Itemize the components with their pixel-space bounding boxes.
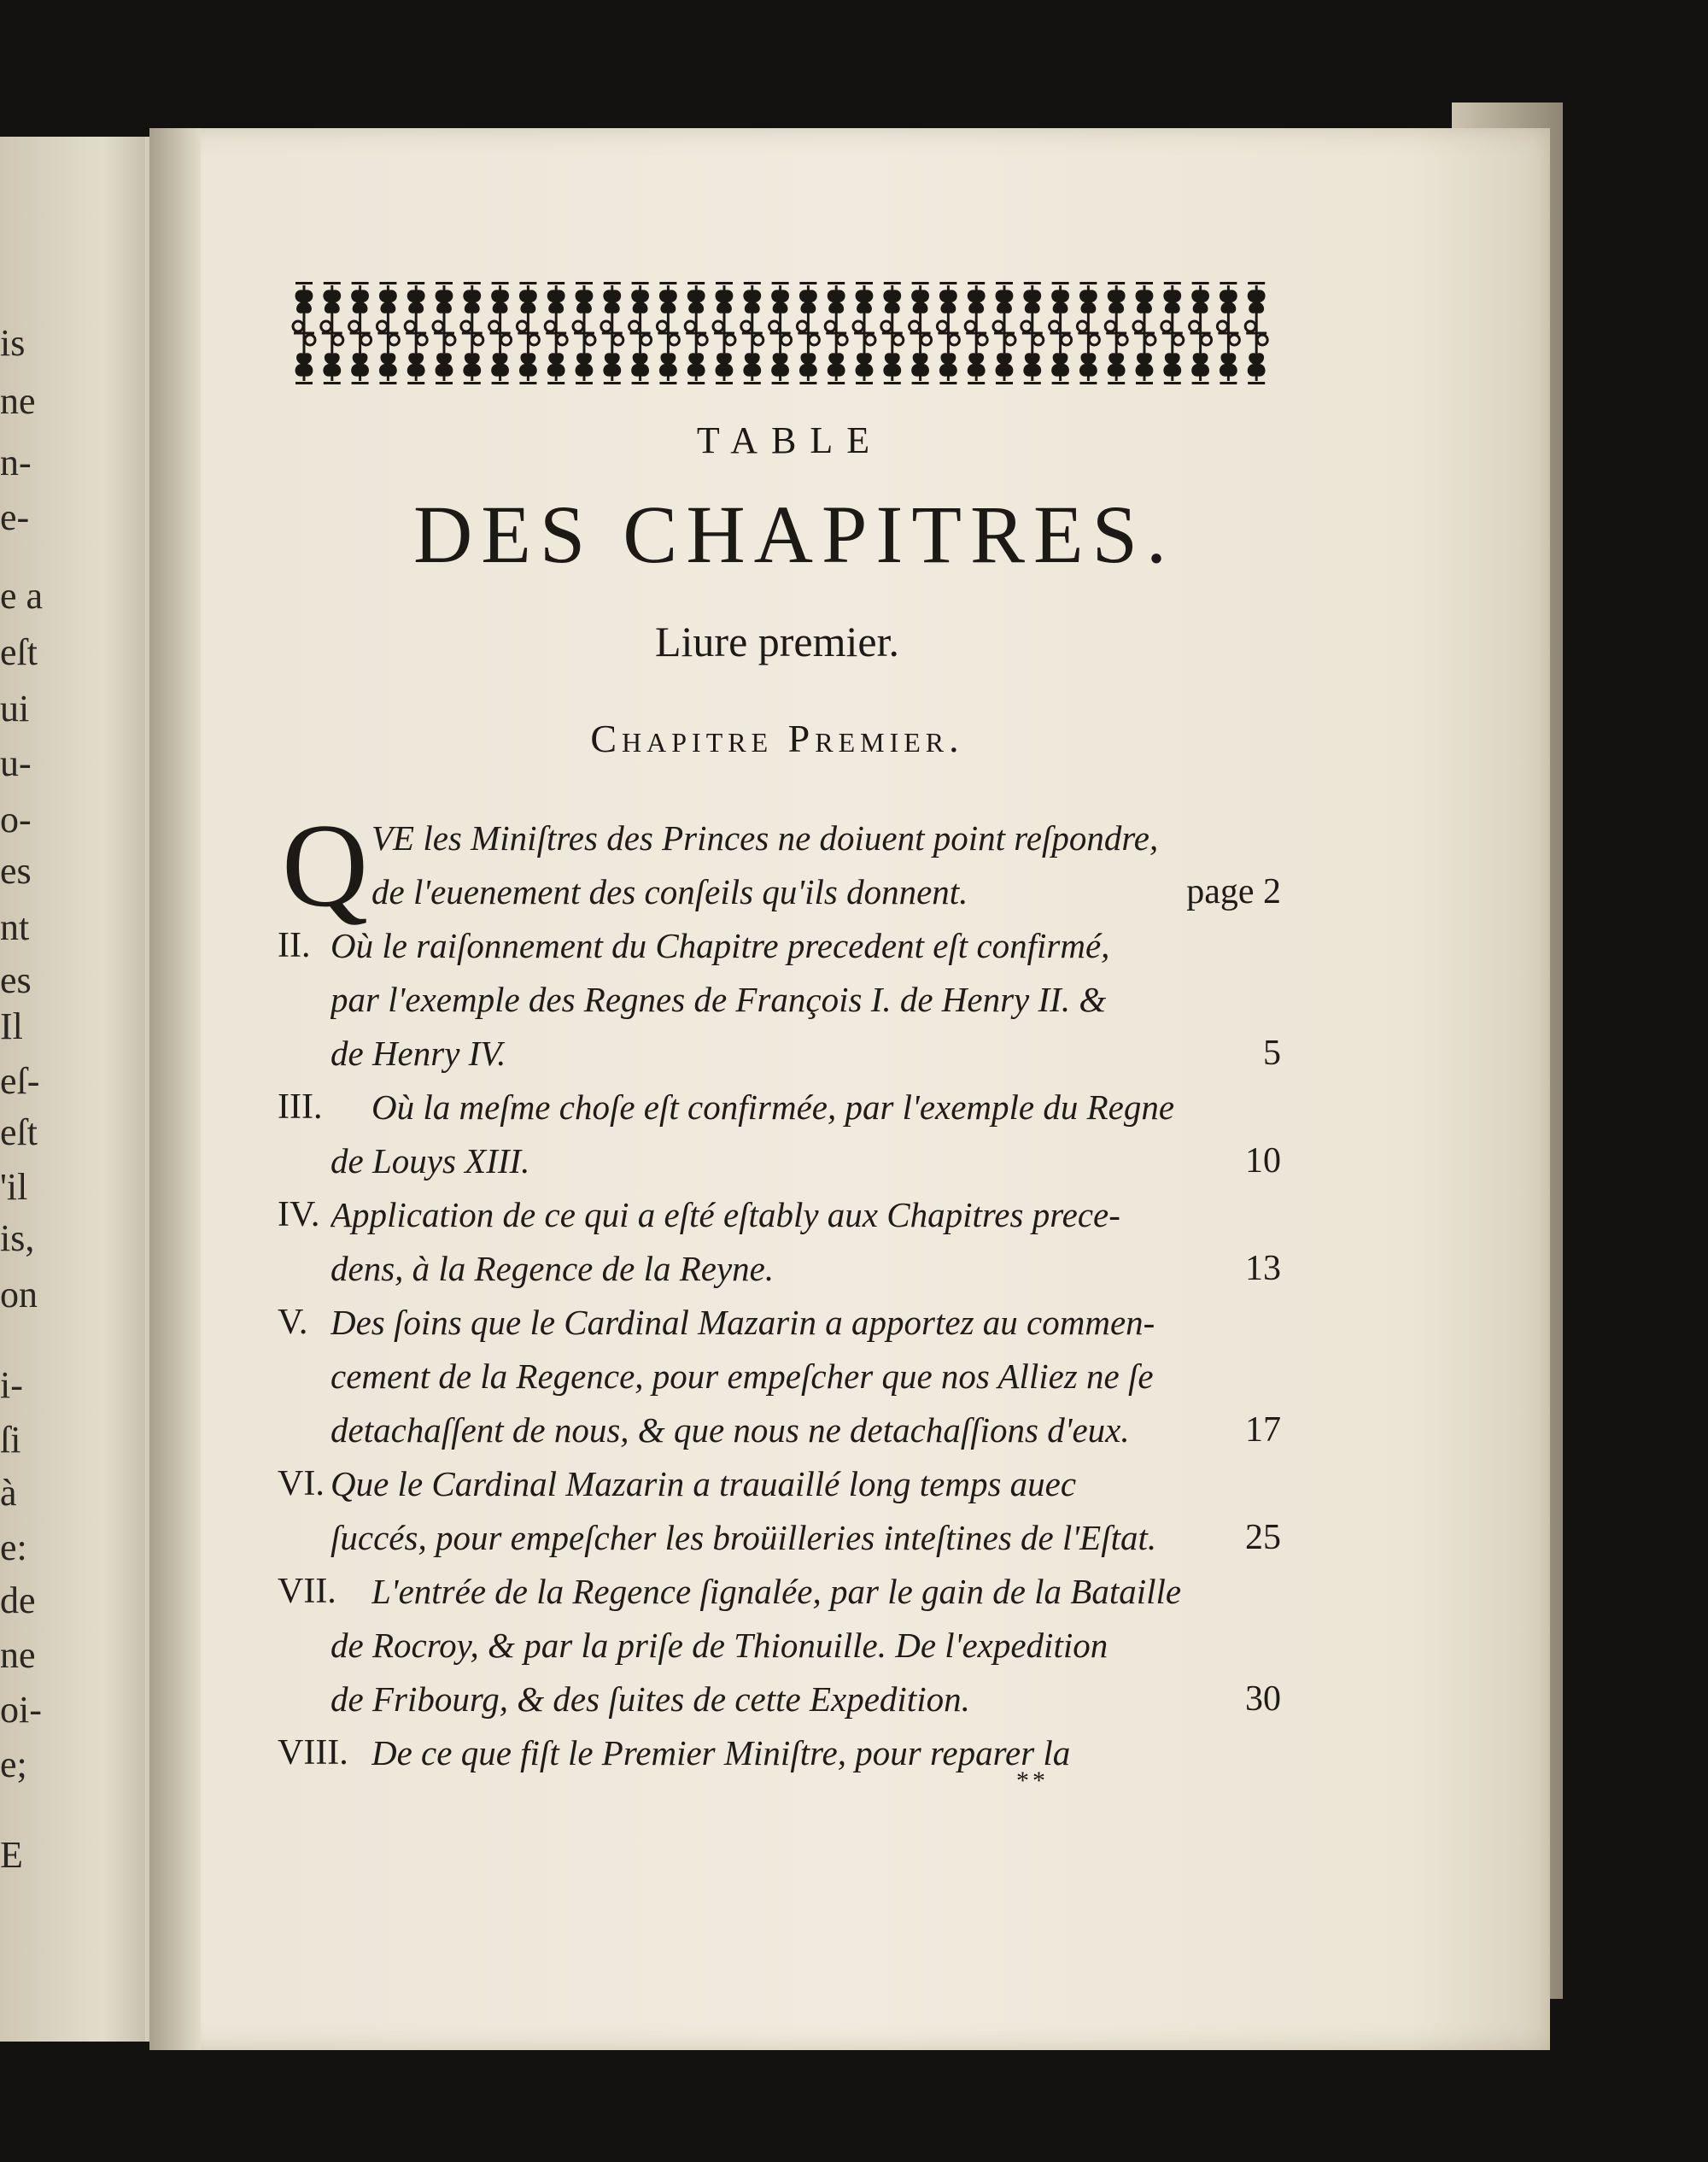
left-page-fragment: ne bbox=[0, 380, 36, 422]
left-page-fragment: oi- bbox=[0, 1689, 42, 1731]
drop-capital: Q bbox=[282, 800, 369, 932]
left-page-fragment: E bbox=[0, 1834, 23, 1876]
fleuron-icon bbox=[1021, 282, 1044, 384]
chapter-description: de Fribourg, & des ſuites de cette Expedition. bbox=[330, 1679, 970, 1719]
signature-mark: ** bbox=[1016, 1767, 1049, 1795]
fleuron-icon bbox=[433, 282, 455, 384]
toc-entry bbox=[278, 1296, 1281, 1457]
fleuron-icon bbox=[1105, 282, 1127, 384]
fleuron-icon bbox=[853, 282, 875, 384]
left-page-fragment: eſt bbox=[0, 1111, 38, 1153]
table-of-contents bbox=[278, 800, 1281, 1780]
fleuron-icon bbox=[685, 282, 707, 384]
toc-entry-line bbox=[278, 1027, 1281, 1081]
fleuron-icon bbox=[825, 282, 847, 384]
toc-entry bbox=[278, 919, 1281, 1081]
left-page-fragment: 'il bbox=[0, 1166, 28, 1208]
toc-entry bbox=[278, 1188, 1281, 1296]
fleuron-icon bbox=[937, 282, 959, 384]
toc-entry bbox=[278, 1081, 1281, 1188]
fleuron-icon bbox=[1133, 282, 1155, 384]
toc-entry-line bbox=[278, 1673, 1281, 1726]
toc-entry-line bbox=[278, 1726, 1281, 1780]
left-page-fragment: e: bbox=[0, 1526, 27, 1568]
page-number: page 2 bbox=[1186, 872, 1281, 911]
toc-entry-line bbox=[278, 1511, 1281, 1565]
left-page-fragment: eſ- bbox=[0, 1060, 40, 1102]
fleuron-icon bbox=[1217, 282, 1239, 384]
toc-entry bbox=[278, 1565, 1281, 1726]
toc-entry-line bbox=[278, 1188, 1281, 1242]
fleuron-icon bbox=[405, 282, 427, 384]
toc-entry-line bbox=[278, 973, 1281, 1027]
fleuron-icon bbox=[461, 282, 483, 384]
left-page-fragment: eſt bbox=[0, 631, 38, 673]
chapter-description: L'entrée de la Regence ſignalée, par le gain de la Bataille bbox=[371, 1572, 1182, 1611]
fleuron-icon bbox=[349, 282, 371, 384]
fleuron-icon bbox=[797, 282, 819, 384]
left-page-fragment: n- bbox=[0, 442, 32, 483]
toc-entry-line bbox=[278, 1457, 1281, 1511]
toc-entry bbox=[278, 800, 1281, 932]
fleuron-icon bbox=[377, 282, 399, 384]
chapter-description: de Rocroy, & par la priſe de Thionuille. De l'expedition bbox=[330, 1626, 1108, 1665]
chapter-number: II. bbox=[278, 926, 311, 965]
toc-entry-line bbox=[278, 1403, 1281, 1457]
toc-entry-line bbox=[278, 1565, 1281, 1619]
book-subtitle: Liure premier. bbox=[655, 618, 899, 665]
fleuron-icon bbox=[657, 282, 679, 384]
toc-entry-line bbox=[278, 1296, 1281, 1350]
table-heading: TABLE bbox=[696, 419, 884, 461]
toc-entry bbox=[278, 1457, 1281, 1565]
chapter-description: Où le raiſonnement du Chapitre precedent eſt confirmé, bbox=[330, 926, 1110, 965]
toc-entry-line bbox=[278, 1619, 1281, 1673]
page-number: 13 bbox=[1245, 1249, 1281, 1288]
chapter-description: de l'euenement des conſeils qu'ils donnent. bbox=[371, 872, 968, 911]
chapter-number: VII. bbox=[278, 1572, 336, 1611]
left-page-fragment: e a bbox=[0, 575, 44, 617]
left-page-fragment: is bbox=[0, 322, 26, 364]
fleuron-icon bbox=[1050, 282, 1072, 384]
left-page-fragment: is, bbox=[0, 1217, 35, 1259]
left-page-fragment: es bbox=[0, 850, 32, 892]
chapter-description: VE les Miniſtres des Princes ne doiuent point reſpondre, bbox=[371, 818, 1159, 858]
toc-entry-line bbox=[278, 865, 1281, 919]
left-page-fragment: nt bbox=[0, 906, 30, 948]
left-page-fragment: ſi bbox=[0, 1419, 21, 1461]
toc-entry-line bbox=[278, 1350, 1281, 1403]
chapter-description: dens, à la Regence de la Reyne. bbox=[330, 1249, 775, 1288]
fleuron-icon bbox=[545, 282, 567, 384]
left-page-fragment: e- bbox=[0, 496, 30, 538]
left-page-fragment: e; bbox=[0, 1743, 27, 1785]
chapter-description: De ce que fiſt le Premier Miniſtre, pour reparer la bbox=[371, 1733, 1071, 1772]
toc-entry-line bbox=[278, 1134, 1281, 1188]
fleuron-icon bbox=[1161, 282, 1184, 384]
fleuron-icon bbox=[1190, 282, 1212, 384]
page-number: 30 bbox=[1245, 1679, 1281, 1719]
fleuron-icon bbox=[1245, 282, 1267, 384]
page-number: 25 bbox=[1245, 1518, 1281, 1557]
chapter-description: de Louys XIII. bbox=[330, 1141, 530, 1181]
chapter-number: V. bbox=[278, 1303, 308, 1342]
chapter-description: par l'exemple des Regnes de François I. de Henry II. & bbox=[330, 980, 1107, 1019]
page-number: 17 bbox=[1245, 1410, 1281, 1450]
left-page-fragment: on bbox=[0, 1274, 38, 1315]
left-page-fragment: o- bbox=[0, 799, 32, 841]
fleuron-ornament-band bbox=[290, 282, 1277, 384]
fleuron-icon bbox=[713, 282, 735, 384]
chapter-description: ſuccés, pour empeſcher les broüilleries inteſtines de l'Eſtat. bbox=[330, 1518, 1157, 1557]
fleuron-icon bbox=[629, 282, 652, 384]
fleuron-icon bbox=[601, 282, 623, 384]
toc-entry-line bbox=[278, 919, 1281, 973]
page-title: DES CHAPITRES. bbox=[412, 489, 1176, 580]
chapter-description: detachaſſent de nous, & que nous ne detachaſſions d'eux. bbox=[330, 1410, 1130, 1450]
fleuron-icon bbox=[293, 282, 315, 384]
left-page-fragment: de bbox=[0, 1579, 36, 1621]
fleuron-icon bbox=[769, 282, 792, 384]
left-page-fragment: u- bbox=[0, 742, 32, 784]
page-gutter bbox=[149, 128, 201, 2050]
chapter-heading: Chapitre Premier. bbox=[590, 717, 964, 760]
toc-entry-line bbox=[278, 1081, 1281, 1134]
left-page-fragment: ui bbox=[0, 688, 30, 729]
left-page-fragment: à bbox=[0, 1472, 17, 1514]
chapter-description: Où la meſme choſe eſt confirmée, par l'exemple du Regne bbox=[371, 1087, 1175, 1127]
chapter-description: cement de la Regence, pour empeſcher que nos Alliez ne ſe bbox=[330, 1356, 1154, 1396]
chapter-number: IV. bbox=[278, 1195, 320, 1234]
left-page-fragment: es bbox=[0, 959, 32, 1001]
toc-entry bbox=[278, 1726, 1281, 1780]
fleuron-icon bbox=[573, 282, 595, 384]
page-number: 5 bbox=[1263, 1034, 1281, 1073]
fleuron-icon bbox=[993, 282, 1015, 384]
left-page-fragment: ne bbox=[0, 1634, 36, 1676]
fleuron-icon bbox=[741, 282, 763, 384]
fleuron-icon bbox=[321, 282, 343, 384]
fleuron-icon bbox=[965, 282, 987, 384]
chapter-number: III. bbox=[278, 1087, 323, 1127]
page-number: 10 bbox=[1245, 1141, 1281, 1181]
fleuron-icon bbox=[489, 282, 512, 384]
left-page-fragment: i- bbox=[0, 1364, 23, 1406]
fleuron-icon bbox=[1077, 282, 1099, 384]
chapter-number: VIII. bbox=[278, 1733, 348, 1772]
chapter-description: Des ſoins que le Cardinal Mazarin a apportez au commen- bbox=[330, 1303, 1155, 1342]
chapter-description: de Henry IV. bbox=[330, 1034, 506, 1073]
chapter-description: Application de ce qui a eſté eſtably aux Chapitres prece- bbox=[330, 1195, 1120, 1234]
toc-entry-line bbox=[278, 1242, 1281, 1296]
fleuron-icon bbox=[910, 282, 932, 384]
chapter-description: Que le Cardinal Mazarin a trauaillé long temps auec bbox=[330, 1464, 1077, 1503]
chapter-number: VI. bbox=[278, 1464, 325, 1503]
fleuron-icon bbox=[517, 282, 539, 384]
left-page-fragment: Il bbox=[0, 1005, 23, 1047]
fleuron-icon bbox=[881, 282, 904, 384]
